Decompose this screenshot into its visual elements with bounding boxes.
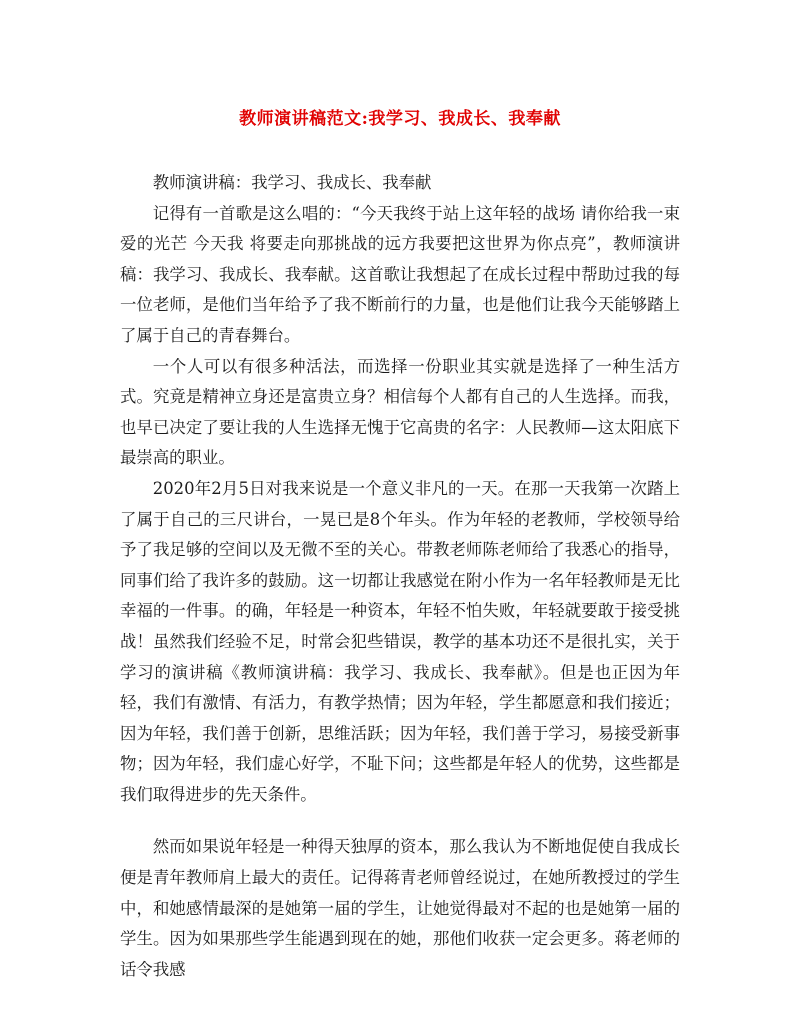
paragraph-career-choice: 一个人可以有很多种活法，而选择一份职业其实就是选择了一种生活方式。究竟是精神立身还是富贵立身？相信每个人都有自己的人生选择。而我，也早已决定了要让我的人生选择无愧于它高贵的名字：人民教师—这太阳底下最崇高的职业。	[120, 356, 680, 468]
paragraph-song: 记得有一首歌是这么唱的：“今天我终于站上这年轻的战场 请你给我一束爱的光芒 今天我 将要走向那挑战的远方我要把这世界为你点亮”，教师演讲稿：我学习、我成长、我奉献。这首歌让我想起了在成长过程中帮助过我的每一位老师，是他们当年给予了我不断前行的力量，也是他们让我今天能够踏上了属于自己的青春舞台。	[120, 203, 680, 345]
paragraph-growth: 然而如果说年轻是一种得天独厚的资本，那么我认为不断地促使自我成长便是青年教师肩上最大的责任。记得蒋青老师曾经说过，在她所教授过的学生中，和她感情最深的是她第一届的学生，让她觉得最对不起的也是她第一届的学生。因为如果那些学生能遇到现在的她，那他们收获一定会更多。蒋老师的话令我感	[120, 837, 680, 979]
paragraph-first-day: 2020年2月5日对我来说是一个意义非凡的一天。在那一天我第一次踏上了属于自己的三尺讲台，一晃已是8个年头。作为年轻的老教师，学校领导给予了我足够的空间以及无微不至的关心。带教老师陈老师给了我悉心的指导，同事们给了我许多的鼓励。这一切都让我感觉在附小作为一名年轻教师是无比幸福的一件事。的确，年轻是一种资本，年轻不怕失败，年轻就要敢于接受挑战！虽然我们经验不足，时常会犯些错误，教学的基本功还不是很扎实，关于学习的演讲稿《教师演讲稿：我学习、我成长、我奉献》。但是也正因为年轻，我们有激情、有活力，有教学热情；因为年轻，学生都愿意和我们接近；因为年轻，我们善于创新，思维活跃；因为年轻，我们善于学习，易接受新事物；因为年轻，我们虚心好学，不耻下问；这些都是年轻人的优势，这些都是我们取得进步的先天条件。	[120, 478, 680, 804]
paragraph-subtitle: 教师演讲稿：我学习、我成长、我奉献	[152, 173, 432, 192]
document-title: 教师演讲稿范文:我学习、我成长、我奉献	[239, 109, 561, 129]
document-body	[120, 168, 680, 985]
